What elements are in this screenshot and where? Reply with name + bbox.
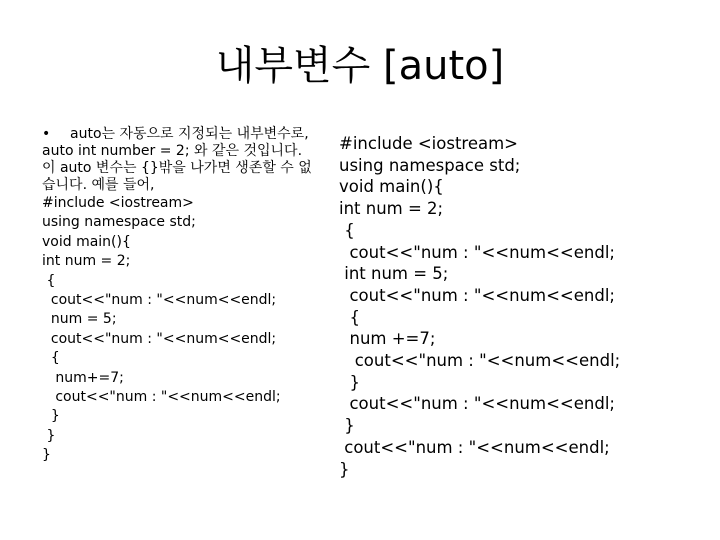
right-code-line: } (339, 459, 350, 479)
right-code-line: using namespace std; (339, 155, 521, 175)
bullet-text: auto는 자동으로 지정되는 내부변수로, (70, 126, 309, 142)
intro-line: 이 auto 변수는 {}밖을 나가면 생존할 수 없습니다. 예를 들어, (42, 160, 312, 193)
bullet-icon: • (42, 126, 51, 142)
slide-title: 내부변수 [auto] (215, 43, 505, 89)
right-code-line: cout<<"num : "<<num<<endl; (339, 242, 615, 262)
intro-line: auto int number = 2; 와 같은 것입니다. (42, 143, 303, 159)
left-code-line: cout<<"num : "<<num<<endl; (42, 389, 281, 406)
right-code-line: { (339, 307, 360, 327)
right-code-line: #include <iostream> (339, 134, 519, 153)
left-code-line: } (42, 447, 51, 464)
left-code-line: } (42, 427, 56, 444)
right-code-line: { (339, 220, 355, 240)
left-code-line: { (42, 350, 60, 367)
left-code-line: using namespace std; (42, 214, 196, 231)
left-column (42, 126, 322, 466)
right-code-line: int num = 5; (339, 264, 449, 284)
right-code-line: cout<<"num : "<<num<<endl; (339, 394, 615, 414)
right-code-line: cout<<"num : "<<num<<endl; (339, 285, 615, 305)
right-code-line: void main(){ (339, 177, 444, 197)
bullet-item (42, 126, 322, 143)
left-code-line: cout<<"num : "<<num<<endl; (42, 330, 277, 347)
left-code-line: { (42, 272, 56, 289)
right-code-line: } (339, 372, 360, 392)
right-code-line: cout<<"num : "<<num<<endl; (339, 437, 610, 457)
left-code-line: num = 5; (42, 311, 117, 328)
left-code-line: #include <iostream> (42, 195, 194, 211)
left-code-line: } (42, 408, 60, 425)
right-column (339, 133, 709, 480)
left-code-line: void main(){ (42, 233, 131, 250)
left-code-line: int num = 2; (42, 253, 131, 270)
right-code-line: cout<<"num : "<<num<<endl; (339, 351, 621, 371)
left-code-line: num+=7; (42, 369, 124, 386)
right-code-line: int num = 2; (339, 199, 444, 219)
left-code-line: cout<<"num : "<<num<<endl; (42, 292, 277, 309)
right-code-line: num +=7; (339, 329, 436, 349)
right-code-line: } (339, 416, 355, 436)
